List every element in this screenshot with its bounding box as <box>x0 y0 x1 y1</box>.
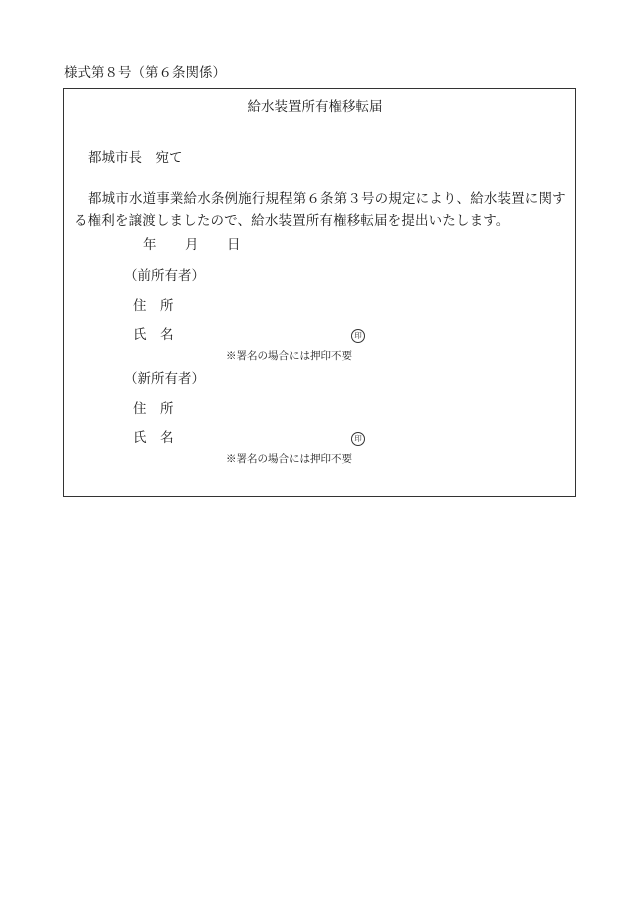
date-month-label: 月 <box>185 237 199 253</box>
new-owner-name-label: 氏 名 <box>133 430 174 446</box>
new-owner-address-label: 住 所 <box>133 401 174 417</box>
previous-owner-seal-mark: 印 <box>351 329 365 343</box>
previous-owner-heading: （前所有者） <box>124 268 205 284</box>
new-owner-seal-mark: 印 <box>351 432 365 446</box>
date-day-label: 日 <box>227 237 241 253</box>
form-number-label: 様式第８号（第６条関係） <box>64 65 226 81</box>
declaration-text: 都城市水道事業給水条例施行規程第６条第３号の規定により、給水装置に関する権利を譲渡しましたので、給水装置所有権移転届を提出いたします。 <box>74 191 566 229</box>
new-owner-heading: （新所有者） <box>124 371 205 387</box>
previous-owner-name-label: 氏 名 <box>133 327 174 343</box>
date-year-label: 年 <box>143 237 157 253</box>
previous-owner-address-label: 住 所 <box>133 298 174 314</box>
addressee: 都城市長 宛て <box>88 150 183 166</box>
previous-owner-seal-note: ※署名の場合には押印不要 <box>226 350 352 362</box>
new-owner-seal-note: ※署名の場合には押印不要 <box>226 453 352 465</box>
form-title: 給水装置所有権移転届 <box>247 99 383 115</box>
